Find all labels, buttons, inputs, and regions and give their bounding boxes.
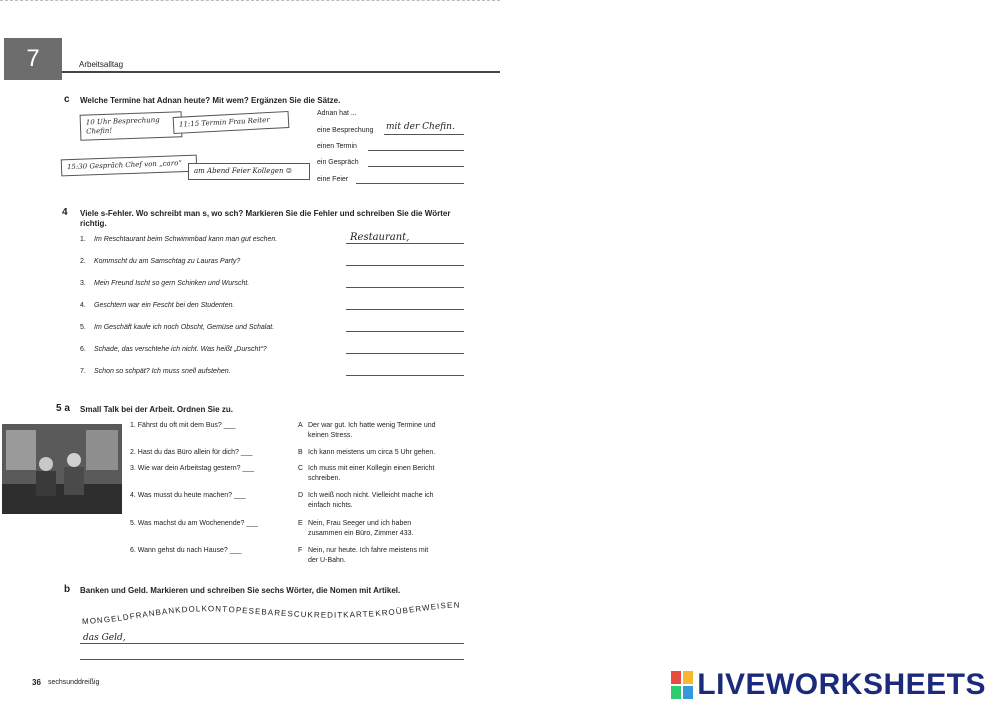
logo-text: LIVEWORKSHEETS bbox=[697, 668, 986, 701]
item-2-number: 2. bbox=[80, 258, 86, 265]
note-3: 15:30 Gespräch Chef von „caro“ bbox=[61, 155, 198, 177]
sentence-1-line bbox=[384, 134, 464, 135]
logo-blocks-icon bbox=[671, 671, 693, 699]
question-1: 1. Fährst du oft mit dem Bus? ___ bbox=[130, 422, 236, 429]
answer-E-line2: zusammen ein Büro, Zimmer 433. bbox=[308, 530, 414, 537]
page-word: sechsunddreißig bbox=[48, 679, 100, 686]
answer-B-line1: Ich kann meistens um circa 5 Uhr gehen. bbox=[308, 449, 436, 456]
question-2: 2. Hast du das Büro allein für dich? ___ bbox=[130, 449, 253, 456]
item-4-number: 4. bbox=[80, 302, 86, 309]
answer-A-line1: Der war gut. Ich hatte wenig Termine und bbox=[308, 422, 436, 429]
item-7-number: 7. bbox=[80, 368, 86, 375]
note-1: 10 Uhr Besprechung Chefin! bbox=[80, 111, 183, 141]
liveworksheets-logo bbox=[671, 668, 986, 702]
section-5a-number: 5 a bbox=[56, 403, 70, 414]
section-c-instruction: Welche Termine hat Adnan heute? Mit wem? Ergänzen Sie die Sätze. bbox=[80, 96, 341, 105]
answer-E-line1: Nein, Frau Seeger und ich haben bbox=[308, 520, 412, 527]
page-number: 36 bbox=[32, 678, 41, 687]
bus-passengers-photo bbox=[2, 424, 122, 514]
answer-F-letter: F bbox=[298, 547, 303, 554]
item-3-sentence: Mein Freund Ischt so gern Schinken und Wurscht. bbox=[94, 280, 250, 287]
top-rule bbox=[0, 0, 500, 3]
item-7-line[interactable] bbox=[346, 375, 464, 376]
letter-snake-text: MONGELDFRANBANKDOLKONTOPESEBARESCUKREDITKARTEKROÜBERWEISEN bbox=[81, 600, 461, 627]
title-rule bbox=[62, 71, 500, 73]
sentence-1-answer[interactable]: mit der Chefin. bbox=[386, 122, 455, 132]
item-2-line[interactable] bbox=[346, 265, 464, 266]
sentence-4-label: eine Feier bbox=[317, 176, 349, 183]
section-b-answer[interactable]: das Geld, bbox=[83, 633, 126, 643]
item-6-sentence: Schade, das verschtehe ich nicht. Was heißt „Durscht“? bbox=[94, 346, 267, 353]
item-1-number: 1. bbox=[80, 236, 86, 243]
question-3: 3. Wie war dein Arbeitstag gestern? ___ bbox=[130, 465, 255, 472]
answer-D-letter: D bbox=[298, 492, 304, 499]
question-6: 6. Wann gehst du nach Hause? ___ bbox=[130, 547, 242, 554]
sentence-3-label: ein Gespräch bbox=[317, 159, 359, 166]
answer-E-letter: E bbox=[298, 520, 303, 527]
chapter-title: Arbeitsalltag bbox=[79, 60, 124, 69]
answer-B-letter: B bbox=[298, 449, 303, 456]
item-1-line bbox=[346, 243, 464, 244]
answer-C-letter: C bbox=[298, 465, 304, 472]
letter-snake bbox=[78, 598, 468, 632]
question-4: 4. Was musst du heute machen? ___ bbox=[130, 492, 246, 499]
section-4-instruction-1: Viele s-Fehler. Wo schreibt man s, wo sch? Markieren Sie die Fehler und schreiben Sie die Wörter bbox=[80, 209, 451, 218]
section-b-line-1 bbox=[80, 643, 464, 644]
sentence-1-label: eine Besprechung bbox=[317, 127, 374, 134]
section-4-number: 4 bbox=[62, 207, 68, 218]
section-b-line-2[interactable] bbox=[80, 659, 464, 660]
item-6-line[interactable] bbox=[346, 353, 464, 354]
note-4: am Abend Feier Kollegen ☺ bbox=[188, 163, 310, 180]
answer-D-line1: Ich weiß noch nicht. Vielleicht mache ich bbox=[308, 492, 434, 499]
section-5a-instruction: Small Talk bei der Arbeit. Ordnen Sie zu. bbox=[80, 405, 233, 414]
answer-A-letter: A bbox=[298, 422, 303, 429]
item-7-sentence: Schon so schpät? Ich muss snell aufstehen. bbox=[94, 368, 231, 375]
item-3-line[interactable] bbox=[346, 287, 464, 288]
sentence-4-line[interactable] bbox=[356, 183, 464, 184]
question-5: 5. Was machst du am Wochenende? ___ bbox=[130, 520, 259, 527]
chapter-number: 7 bbox=[26, 45, 40, 72]
item-5-number: 5. bbox=[80, 324, 86, 331]
item-3-number: 3. bbox=[80, 280, 86, 287]
svg-text:MONGELDFRANBANKDOLKONTOPESEBAR bbox=[82, 601, 461, 626]
sentence-3-line[interactable] bbox=[368, 166, 464, 167]
section-b-label: b bbox=[64, 584, 71, 595]
sentence-2-label: einen Termin bbox=[317, 143, 357, 150]
sentence-2-line[interactable] bbox=[368, 150, 464, 151]
item-4-line[interactable] bbox=[346, 309, 464, 310]
answer-D-line2: einfach nichts. bbox=[308, 502, 353, 509]
answer-C-line2: schreiben. bbox=[308, 475, 341, 482]
answer-F-line2: der U-Bahn. bbox=[308, 557, 346, 564]
item-1-sentence: Im Reschtaurant beim Schwimmbad kann man gut eschen. bbox=[94, 236, 278, 243]
section-b-instruction: Banken und Geld. Markieren und schreiben Sie sechs Wörter, die Nomen mit Artikel. bbox=[80, 586, 401, 595]
chapter-number-box bbox=[4, 38, 62, 80]
answer-A-line2: keinen Stress. bbox=[308, 432, 353, 439]
item-5-line[interactable] bbox=[346, 331, 464, 332]
item-4-sentence: Geschtern war ein Fescht bei den Studenten. bbox=[94, 302, 235, 309]
item-5-sentence: Im Geschäft kaufe ich noch Obscht, Gemüse und Schalat. bbox=[94, 324, 275, 331]
note-2: 11:15 Termin Frau Reiter bbox=[173, 111, 290, 134]
item-1-answer[interactable]: Restaurant, bbox=[350, 232, 410, 243]
answer-F-line1: Nein, nur heute. Ich fahre meistens mit bbox=[308, 547, 429, 554]
item-6-number: 6. bbox=[80, 346, 86, 353]
section-c-label: c bbox=[64, 94, 70, 105]
adnan-intro: Adnan hat ... bbox=[317, 110, 357, 117]
answer-C-line1: Ich muss mit einer Kollegin einen Bericht bbox=[308, 465, 435, 472]
item-2-sentence: Kommscht du am Samschtag zu Lauras Party? bbox=[94, 258, 241, 265]
section-4-instruction-2: richtig. bbox=[80, 219, 107, 228]
